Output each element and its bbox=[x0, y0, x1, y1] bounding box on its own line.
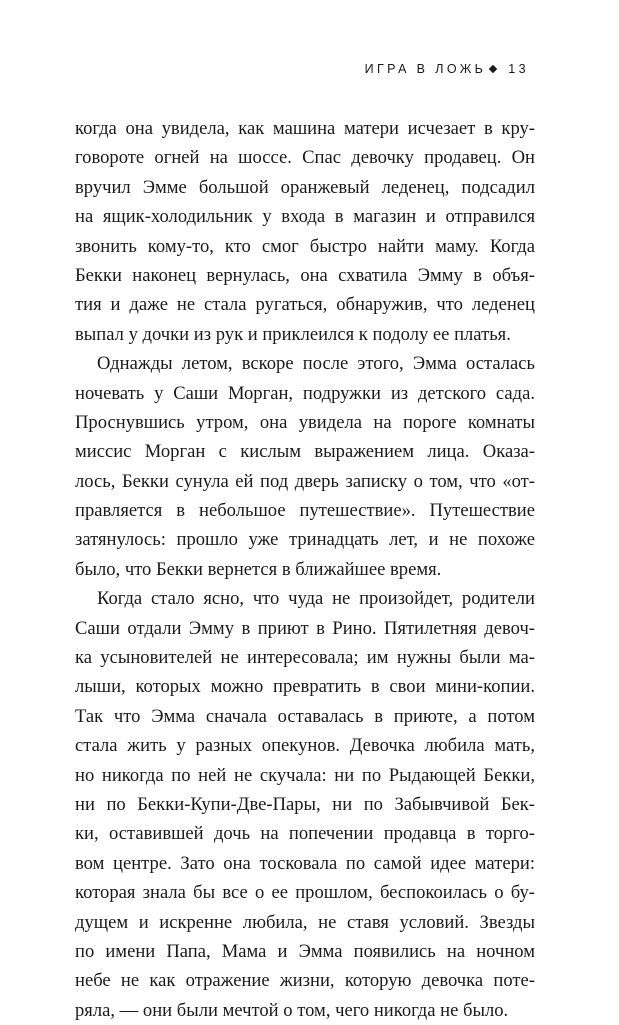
text-line: ка усыновителей не интересовала; им нужны были ма- bbox=[75, 647, 535, 669]
text-line: небе не как отражение жизни, которую девочка поте- bbox=[75, 970, 535, 992]
text-line: Так что Эмма сначала оставалась в приюте, а потом bbox=[75, 705, 535, 727]
text-line: Саши отдали Эмму в приют в Рино. Пятилетняя девоч- bbox=[75, 617, 535, 639]
book-title: ИГРА В ЛОЖЬ bbox=[364, 62, 487, 76]
text-line: говороте огней на шоссе. Спас девочку продавец. Он bbox=[75, 147, 535, 169]
text-line: вручил Эмме большой оранжевый леденец, подсадил bbox=[75, 176, 535, 198]
page-number: 13 bbox=[508, 62, 529, 76]
text-line: на ящик-холодильник у входа в магазин и отправился bbox=[75, 206, 535, 228]
text-line: ки, оставившей дочь на попечении продавца в торго- bbox=[75, 823, 535, 845]
text-line: правляется в небольшое путешествие». Путешествие bbox=[75, 500, 535, 522]
text-line: ночевать у Саши Морган, подружки из детского сада. bbox=[75, 382, 535, 404]
text-line: Однажды летом, вскоре после этого, Эмма осталась bbox=[97, 353, 535, 375]
text-line: лось, Бекки сунула ей под дверь записку о том, что «от- bbox=[75, 470, 535, 492]
text-line: Бекки наконец вернулась, она схватила Эмму в объя- bbox=[75, 264, 535, 286]
text-line: звонить кому-то, кто смог быстро найти маму. Когда bbox=[75, 235, 535, 257]
text-line: но никогда по ней не скучала: ни по Рыдающей Бекки, bbox=[75, 764, 535, 786]
text-line: лыши, которых можно превратить в свои мини-копии. bbox=[75, 676, 535, 698]
text-line: Проснувшись утром, она увидела на пороге комнаты bbox=[75, 411, 535, 433]
text-line: когда она увидела, как машина матери исчезает в кру- bbox=[75, 118, 535, 139]
text-line: было, что Бекки вернется в ближайшее время. bbox=[75, 558, 442, 580]
text-line: ряла, — они были мечтой о том, чего никогда не было. bbox=[75, 999, 509, 1021]
running-header bbox=[365, 62, 529, 76]
text-line: миссис Морган с кислым выражением лица. Оказа- bbox=[75, 441, 535, 463]
text-line: выпал у дочки из рук и приклеился к подолу ее платья. bbox=[75, 323, 511, 345]
diamond-separator-icon bbox=[489, 65, 497, 73]
text-line: ни по Бекки-Купи-Две-Пары, ни по Забывчивой Бек- bbox=[75, 793, 535, 815]
text-line: тия и даже не стала ругаться, обнаружив, что леденец bbox=[75, 294, 535, 316]
text-line: Когда стало ясно, что чуда не произойдет, родители bbox=[97, 588, 535, 610]
text-line: дущем и искренне любила, не ставя условий. Звезды bbox=[75, 911, 535, 933]
body-text bbox=[75, 114, 535, 1025]
text-line: по имени Папа, Мама и Эмма появились на ночном bbox=[75, 940, 535, 962]
text-line: которая знала бы все о ее прошлом, беспокоилась о бу- bbox=[75, 882, 535, 904]
text-line: затянулось: прошло уже тринадцать лет, и не похоже bbox=[75, 529, 535, 551]
text-line: стала жить у разных опекунов. Девочка любила мать, bbox=[75, 735, 535, 757]
text-line: вом центре. Зато она тосковала по самой идее матери: bbox=[75, 852, 535, 874]
